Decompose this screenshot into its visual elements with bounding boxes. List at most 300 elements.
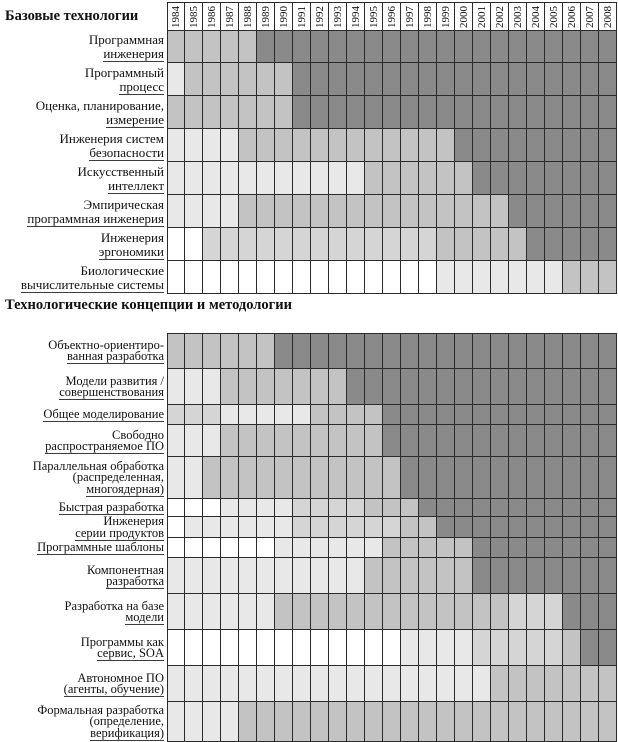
heatmap-cell xyxy=(545,702,563,742)
year-header-row xyxy=(0,2,617,30)
heatmap-cell xyxy=(365,499,383,517)
heatmap-cell xyxy=(581,538,599,558)
heatmap-cell xyxy=(527,195,545,228)
heatmap-cell xyxy=(257,425,275,457)
heatmap-cell xyxy=(545,261,563,294)
heatmap-cell xyxy=(383,666,401,702)
heatmap-cell xyxy=(365,666,383,702)
heatmap-cell xyxy=(311,666,329,702)
heatmap-cell xyxy=(329,333,347,369)
heatmap-cell xyxy=(329,261,347,294)
heatmap-cell xyxy=(581,162,599,195)
heatmap-cell xyxy=(275,594,293,630)
heatmap-cell xyxy=(455,538,473,558)
heatmap-cell xyxy=(257,517,275,538)
year-label: 1990 xyxy=(275,2,293,30)
heatmap-cell xyxy=(401,630,419,666)
heatmap-cell xyxy=(185,425,203,457)
year-label: 1986 xyxy=(203,2,221,30)
heatmap-cell xyxy=(293,96,311,129)
heatmap-cell xyxy=(239,702,257,742)
heatmap-cell xyxy=(293,594,311,630)
heatmap-cell xyxy=(527,517,545,538)
heatmap-cell xyxy=(203,405,221,425)
heatmap-cell xyxy=(545,666,563,702)
row-label: Объектно-ориентиро- ванная разработка xyxy=(48,337,164,363)
heatmap-cell xyxy=(401,457,419,499)
heatmap-cell xyxy=(311,594,329,630)
row-label: Быстрая разработка xyxy=(58,500,164,515)
heatmap-cell xyxy=(239,425,257,457)
heatmap-cell xyxy=(329,630,347,666)
heatmap-cell xyxy=(401,228,419,261)
heatmap-cell xyxy=(203,499,221,517)
heatmap-cell xyxy=(383,499,401,517)
heatmap-cell xyxy=(401,425,419,457)
year-label: 2007 xyxy=(581,2,599,30)
heatmap-cell xyxy=(365,425,383,457)
heatmap-cell xyxy=(509,558,527,594)
heatmap-cell xyxy=(203,425,221,457)
year-label: 1994 xyxy=(347,2,365,30)
heatmap-cell xyxy=(509,594,527,630)
heatmap-cell xyxy=(311,228,329,261)
heatmap-cell xyxy=(563,538,581,558)
heatmap-cell xyxy=(365,261,383,294)
heatmap-cell xyxy=(581,195,599,228)
heatmap-cell xyxy=(563,425,581,457)
heatmap-cell xyxy=(185,457,203,499)
heatmap-cell xyxy=(365,129,383,162)
heatmap-cell xyxy=(509,630,527,666)
heatmap-cell xyxy=(365,96,383,129)
heatmap-cell xyxy=(185,499,203,517)
heatmap-cell xyxy=(473,630,491,666)
heatmap-cell xyxy=(491,425,509,457)
heatmap-cell xyxy=(347,558,365,594)
heatmap-cell xyxy=(257,96,275,129)
heatmap-cell xyxy=(347,517,365,538)
heatmap-cell xyxy=(383,594,401,630)
heatmap-cell xyxy=(329,538,347,558)
year-label: 1995 xyxy=(365,2,383,30)
heatmap-cell xyxy=(239,594,257,630)
heatmap-cell xyxy=(581,594,599,630)
heatmap-cell xyxy=(419,594,437,630)
heatmap-cell xyxy=(167,30,185,63)
heatmap-cell xyxy=(401,261,419,294)
heatmap-cell xyxy=(545,228,563,261)
heatmap-cell xyxy=(221,666,239,702)
heatmap-cell xyxy=(473,195,491,228)
heatmap-cell xyxy=(239,630,257,666)
heatmap-cell xyxy=(185,538,203,558)
heatmap-cell xyxy=(293,425,311,457)
heatmap-cell xyxy=(401,538,419,558)
heatmap-cell xyxy=(311,261,329,294)
heatmap-cell xyxy=(509,333,527,369)
heatmap-cell xyxy=(545,63,563,96)
heatmap-cell xyxy=(239,96,257,129)
row-label: Оценка, планирование, измерение xyxy=(35,97,164,127)
heatmap-cell xyxy=(221,425,239,457)
heatmap-cell xyxy=(275,96,293,129)
heatmap-cell xyxy=(437,63,455,96)
heatmap-cell xyxy=(275,333,293,369)
heatmap-cell xyxy=(599,702,617,742)
heatmap-cell xyxy=(221,261,239,294)
heatmap-cell xyxy=(401,702,419,742)
heatmap-cell xyxy=(455,162,473,195)
heatmap-cell xyxy=(311,162,329,195)
heatmap-cell xyxy=(239,333,257,369)
heatmap-cell xyxy=(203,162,221,195)
heatmap-cell xyxy=(239,405,257,425)
heatmap-cell xyxy=(257,594,275,630)
heatmap-cell xyxy=(563,517,581,538)
heatmap-cell xyxy=(581,457,599,499)
heatmap-cell xyxy=(167,457,185,499)
heatmap-cell xyxy=(599,499,617,517)
heatmap-cell xyxy=(347,162,365,195)
heatmap-cell xyxy=(329,30,347,63)
heatmap-cell xyxy=(419,517,437,538)
row-label: Инженерия серии продуктов xyxy=(75,514,164,540)
heatmap-cell xyxy=(239,228,257,261)
heatmap-cell xyxy=(239,369,257,405)
heatmap-cell xyxy=(185,666,203,702)
heatmap-cell xyxy=(383,63,401,96)
heatmap-cell xyxy=(545,333,563,369)
heatmap-cell xyxy=(509,261,527,294)
heatmap-cell xyxy=(167,630,185,666)
heatmap-cell xyxy=(221,129,239,162)
heatmap-cell xyxy=(437,333,455,369)
heatmap-cell xyxy=(455,457,473,499)
year-header-spacer xyxy=(0,2,167,30)
heatmap-cell xyxy=(365,162,383,195)
heatmap-cell xyxy=(545,30,563,63)
heatmap-cell xyxy=(437,228,455,261)
heatmap-cell xyxy=(365,195,383,228)
heatmap-cell xyxy=(581,630,599,666)
row-label: Формальная разработка (определение, верификация) xyxy=(37,702,164,740)
heatmap-cell xyxy=(545,457,563,499)
heatmap-cell xyxy=(473,594,491,630)
heatmap-cell xyxy=(221,405,239,425)
heatmap-cell xyxy=(275,63,293,96)
heatmap-cell xyxy=(437,30,455,63)
heatmap-cell xyxy=(329,228,347,261)
heatmap-cell xyxy=(491,333,509,369)
year-label: 2001 xyxy=(473,2,491,30)
heatmap-cell xyxy=(167,96,185,129)
heatmap-cell xyxy=(455,594,473,630)
heatmap-cell xyxy=(347,129,365,162)
heatmap-cell xyxy=(581,558,599,594)
heatmap-cell xyxy=(437,162,455,195)
row-label: Искусственный интеллект xyxy=(77,163,164,193)
heatmap-cell xyxy=(311,30,329,63)
heatmap-cell xyxy=(329,96,347,129)
heatmap-cell xyxy=(563,261,581,294)
heatmap-cell xyxy=(581,666,599,702)
heatmap-cell xyxy=(167,538,185,558)
heatmap-cell xyxy=(599,517,617,538)
heatmap-cell xyxy=(347,499,365,517)
heatmap-cell xyxy=(509,129,527,162)
heatmap-cell xyxy=(437,499,455,517)
heatmap-cell xyxy=(185,96,203,129)
heatmap-cell xyxy=(383,517,401,538)
heatmap-cell xyxy=(203,195,221,228)
heatmap-cell xyxy=(563,499,581,517)
row-label: Общее моделирование xyxy=(43,407,164,422)
heatmap-cell xyxy=(455,129,473,162)
heatmap-cell xyxy=(239,63,257,96)
heatmap-cell xyxy=(491,499,509,517)
heatmap-cell xyxy=(311,96,329,129)
year-label: 2008 xyxy=(599,2,617,30)
heatmap-cell xyxy=(383,630,401,666)
heatmap-cell xyxy=(293,457,311,499)
heatmap-cell xyxy=(203,228,221,261)
heatmap-cell xyxy=(491,195,509,228)
year-label: 2006 xyxy=(563,2,581,30)
heatmap-cell xyxy=(185,517,203,538)
heatmap-cell xyxy=(509,405,527,425)
heatmap-cell xyxy=(455,666,473,702)
heatmap-cell xyxy=(239,195,257,228)
heatmap-cell xyxy=(311,195,329,228)
heatmap-cell xyxy=(167,162,185,195)
heatmap-cell xyxy=(419,261,437,294)
heatmap-cell xyxy=(581,425,599,457)
heatmap-cell xyxy=(419,369,437,405)
heatmap-cell xyxy=(257,499,275,517)
heatmap-cell xyxy=(563,162,581,195)
heatmap-cell xyxy=(563,702,581,742)
heatmap-cell xyxy=(527,666,545,702)
heatmap-cell xyxy=(257,666,275,702)
heatmap-cell xyxy=(437,538,455,558)
heatmap-cell xyxy=(545,499,563,517)
heatmap-cell xyxy=(167,425,185,457)
heatmap-cell xyxy=(455,30,473,63)
heatmap-cell xyxy=(527,129,545,162)
heatmap-cell xyxy=(491,63,509,96)
heatmap-cell xyxy=(455,369,473,405)
heatmap-cell xyxy=(401,30,419,63)
heatmap-cell xyxy=(365,517,383,538)
row-label: Биологические вычислительные системы xyxy=(20,262,164,292)
heatmap-cell xyxy=(221,96,239,129)
heatmap-cell xyxy=(563,369,581,405)
heatmap-cell xyxy=(221,499,239,517)
heatmap-cell xyxy=(599,425,617,457)
heatmap-cell xyxy=(473,425,491,457)
heatmap-cell xyxy=(581,228,599,261)
heatmap-cell xyxy=(455,499,473,517)
heatmap-cell xyxy=(239,162,257,195)
heatmap-cell xyxy=(293,261,311,294)
heatmap-cell xyxy=(203,30,221,63)
heatmap-cell xyxy=(167,63,185,96)
heatmap-cell xyxy=(203,129,221,162)
heatmap-cell xyxy=(581,129,599,162)
heatmap-cell xyxy=(563,630,581,666)
heatmap-cell xyxy=(581,63,599,96)
heatmap-cell xyxy=(419,195,437,228)
heatmap-cell xyxy=(239,558,257,594)
heatmap-cell xyxy=(527,558,545,594)
heatmap-cell xyxy=(221,63,239,96)
heatmap-cell xyxy=(437,261,455,294)
heatmap-cell xyxy=(401,369,419,405)
row-label: Инженерия эргономики xyxy=(98,229,164,259)
row-label: Программные шаблоны xyxy=(37,540,164,555)
heatmap-cell xyxy=(581,333,599,369)
heatmap-cell xyxy=(221,630,239,666)
section-title-basic-technologies: Базовые технологии xyxy=(5,8,139,24)
year-label: 1987 xyxy=(221,2,239,30)
heatmap-cell xyxy=(347,702,365,742)
heatmap-cell xyxy=(185,63,203,96)
heatmap-cell xyxy=(203,558,221,594)
heatmap-cell xyxy=(365,228,383,261)
heatmap-cell xyxy=(455,63,473,96)
heatmap-cell xyxy=(383,30,401,63)
heatmap-cell xyxy=(491,96,509,129)
heatmap-cell xyxy=(365,30,383,63)
heatmap-cell xyxy=(329,702,347,742)
heatmap-cell xyxy=(221,195,239,228)
heatmap-cell xyxy=(167,129,185,162)
heatmap-cell xyxy=(401,517,419,538)
heatmap-cell xyxy=(293,630,311,666)
heatmap-cell xyxy=(311,129,329,162)
heatmap-cell xyxy=(419,666,437,702)
heatmap-cell xyxy=(275,666,293,702)
section-title-concepts-methodologies: Технологические концепции и методологии xyxy=(5,297,292,313)
year-label: 2004 xyxy=(527,2,545,30)
heatmap-cell xyxy=(401,594,419,630)
heatmap-cell xyxy=(599,630,617,666)
heatmap-cell xyxy=(203,594,221,630)
heatmap-cell xyxy=(437,558,455,594)
heatmap-cell xyxy=(491,630,509,666)
heatmap-cell xyxy=(419,538,437,558)
heatmap-cell xyxy=(383,457,401,499)
heatmap-cell xyxy=(527,538,545,558)
heatmap-cell xyxy=(581,96,599,129)
heatmap-cell xyxy=(329,594,347,630)
heatmap-cell xyxy=(437,630,455,666)
heatmap-cell xyxy=(221,538,239,558)
heatmap-cell xyxy=(599,30,617,63)
heatmap-cell xyxy=(599,63,617,96)
heatmap-cell xyxy=(581,405,599,425)
heatmap-cell xyxy=(581,499,599,517)
heatmap-cell xyxy=(329,405,347,425)
heatmap-cell xyxy=(311,558,329,594)
heatmap-cell xyxy=(293,129,311,162)
heatmap-cell xyxy=(545,594,563,630)
heatmap-cell xyxy=(473,666,491,702)
heatmap-cell xyxy=(545,630,563,666)
heatmap-cell xyxy=(599,261,617,294)
heatmap-cell xyxy=(419,63,437,96)
heatmap-cell xyxy=(329,517,347,538)
heatmap-cell xyxy=(383,228,401,261)
heatmap-cell xyxy=(239,538,257,558)
heatmap-cell xyxy=(491,517,509,538)
heatmap-cell xyxy=(527,594,545,630)
heatmap-cell xyxy=(329,457,347,499)
heatmap-cell xyxy=(509,666,527,702)
heatmap-cell xyxy=(401,129,419,162)
heatmap-cell xyxy=(347,96,365,129)
heatmap-cell xyxy=(563,195,581,228)
heatmap-cell xyxy=(509,702,527,742)
heatmap-cell xyxy=(599,538,617,558)
heatmap-cell xyxy=(365,63,383,96)
heatmap-cell xyxy=(185,702,203,742)
heatmap-cell xyxy=(221,162,239,195)
heatmap-cell xyxy=(491,228,509,261)
row-label: Инженерия систем безопасности xyxy=(59,130,164,160)
heatmap-cell xyxy=(563,558,581,594)
heatmap-cell xyxy=(401,499,419,517)
heatmap-cell xyxy=(455,333,473,369)
heatmap-cell xyxy=(185,228,203,261)
heatmap-cell xyxy=(455,425,473,457)
heatmap-cell xyxy=(473,702,491,742)
heatmap-cell xyxy=(527,702,545,742)
heatmap-cell xyxy=(311,457,329,499)
heatmap-cell xyxy=(491,702,509,742)
heatmap-cell xyxy=(257,261,275,294)
heatmap-cell xyxy=(545,369,563,405)
heatmap-cell xyxy=(491,457,509,499)
heatmap-cell xyxy=(329,369,347,405)
heatmap-cell xyxy=(293,30,311,63)
heatmap-cell xyxy=(347,30,365,63)
heatmap-cell xyxy=(239,30,257,63)
heatmap-cell xyxy=(293,63,311,96)
heatmap-cell xyxy=(563,666,581,702)
row-label: Программы как сервис, SOA xyxy=(80,634,164,660)
heatmap-cell xyxy=(167,666,185,702)
heatmap-cell xyxy=(257,702,275,742)
heatmap-cell xyxy=(599,369,617,405)
heatmap-cell xyxy=(401,558,419,594)
row-label: Автономное ПО (агенты, обучение) xyxy=(63,670,164,696)
heatmap-cell xyxy=(203,457,221,499)
heatmap-cell xyxy=(365,702,383,742)
row-label: Модели развития / совершенствования xyxy=(59,373,164,399)
heatmap-cell xyxy=(509,457,527,499)
heatmap-cell xyxy=(437,702,455,742)
heatmap-cell xyxy=(365,457,383,499)
heatmap-cell xyxy=(365,538,383,558)
heatmap-cell xyxy=(491,369,509,405)
heatmap-cell xyxy=(527,261,545,294)
heatmap-cell xyxy=(221,457,239,499)
heatmap-cell xyxy=(509,369,527,405)
heatmap-cell xyxy=(383,261,401,294)
row-label: Разработка на базе модели xyxy=(64,598,164,624)
